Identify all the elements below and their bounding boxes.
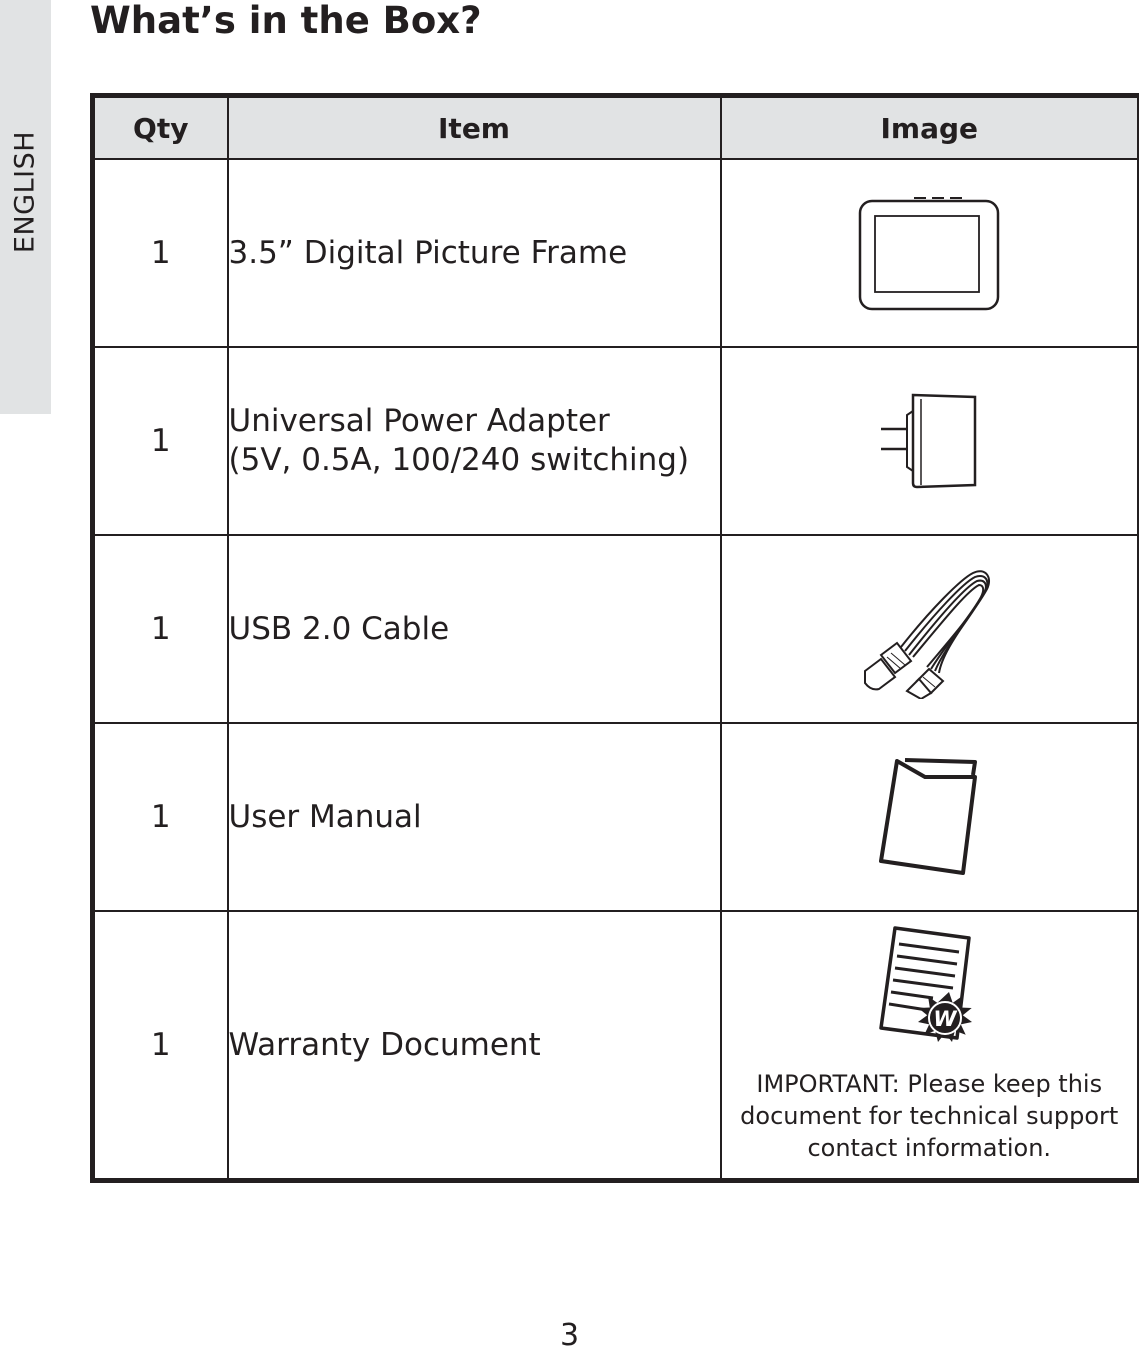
usb-cable-icon (861, 559, 997, 699)
table-header-row (93, 96, 1139, 160)
image-cell (721, 159, 1139, 347)
item-name: USB 2.0 Cable (228, 610, 450, 647)
language-label: ENGLISH (9, 130, 41, 254)
item-cell (228, 347, 721, 535)
item-cell (228, 911, 721, 1181)
page-title: What’s in the Box? (90, 0, 482, 42)
image-cell (721, 347, 1139, 535)
header-item: Item (228, 96, 721, 160)
qty-cell: 1 (93, 723, 228, 911)
table-row (93, 159, 1139, 347)
table-row (93, 911, 1139, 1181)
qty-cell: 1 (93, 347, 228, 535)
item-name: Universal Power Adapter (228, 403, 610, 439)
warranty-badge-letter: W (933, 1007, 957, 1031)
power-adapter-icon (877, 391, 981, 491)
image-cell (721, 723, 1139, 911)
qty-cell: 1 (93, 911, 228, 1181)
item-cell (228, 159, 721, 347)
table-row (93, 347, 1139, 535)
warranty-document-icon (873, 926, 985, 1062)
image-cell (721, 535, 1139, 723)
table-row (93, 535, 1139, 723)
header-qty: Qty (93, 96, 228, 160)
qty-cell: 1 (93, 535, 228, 723)
picture-frame-icon (858, 195, 1000, 311)
user-manual-icon (879, 757, 979, 877)
header-image: Image (721, 96, 1139, 160)
item-name: User Manual (228, 798, 422, 835)
qty-cell: 1 (93, 159, 228, 347)
item-cell (228, 723, 721, 911)
contents-table (90, 93, 1139, 1183)
item-cell (228, 535, 721, 723)
table-row (93, 723, 1139, 911)
side-tab (0, 0, 51, 414)
important-note: IMPORTANT: Please keep this document for technical support contact information. (740, 1070, 1119, 1162)
item-name: Warranty Document (228, 1026, 541, 1063)
image-cell (721, 911, 1139, 1181)
item-name: 3.5” Digital Picture Frame (228, 234, 628, 271)
item-spec: (5V, 0.5A, 100/240 switching) (228, 442, 690, 478)
page-number: 3 (559, 1318, 580, 1353)
